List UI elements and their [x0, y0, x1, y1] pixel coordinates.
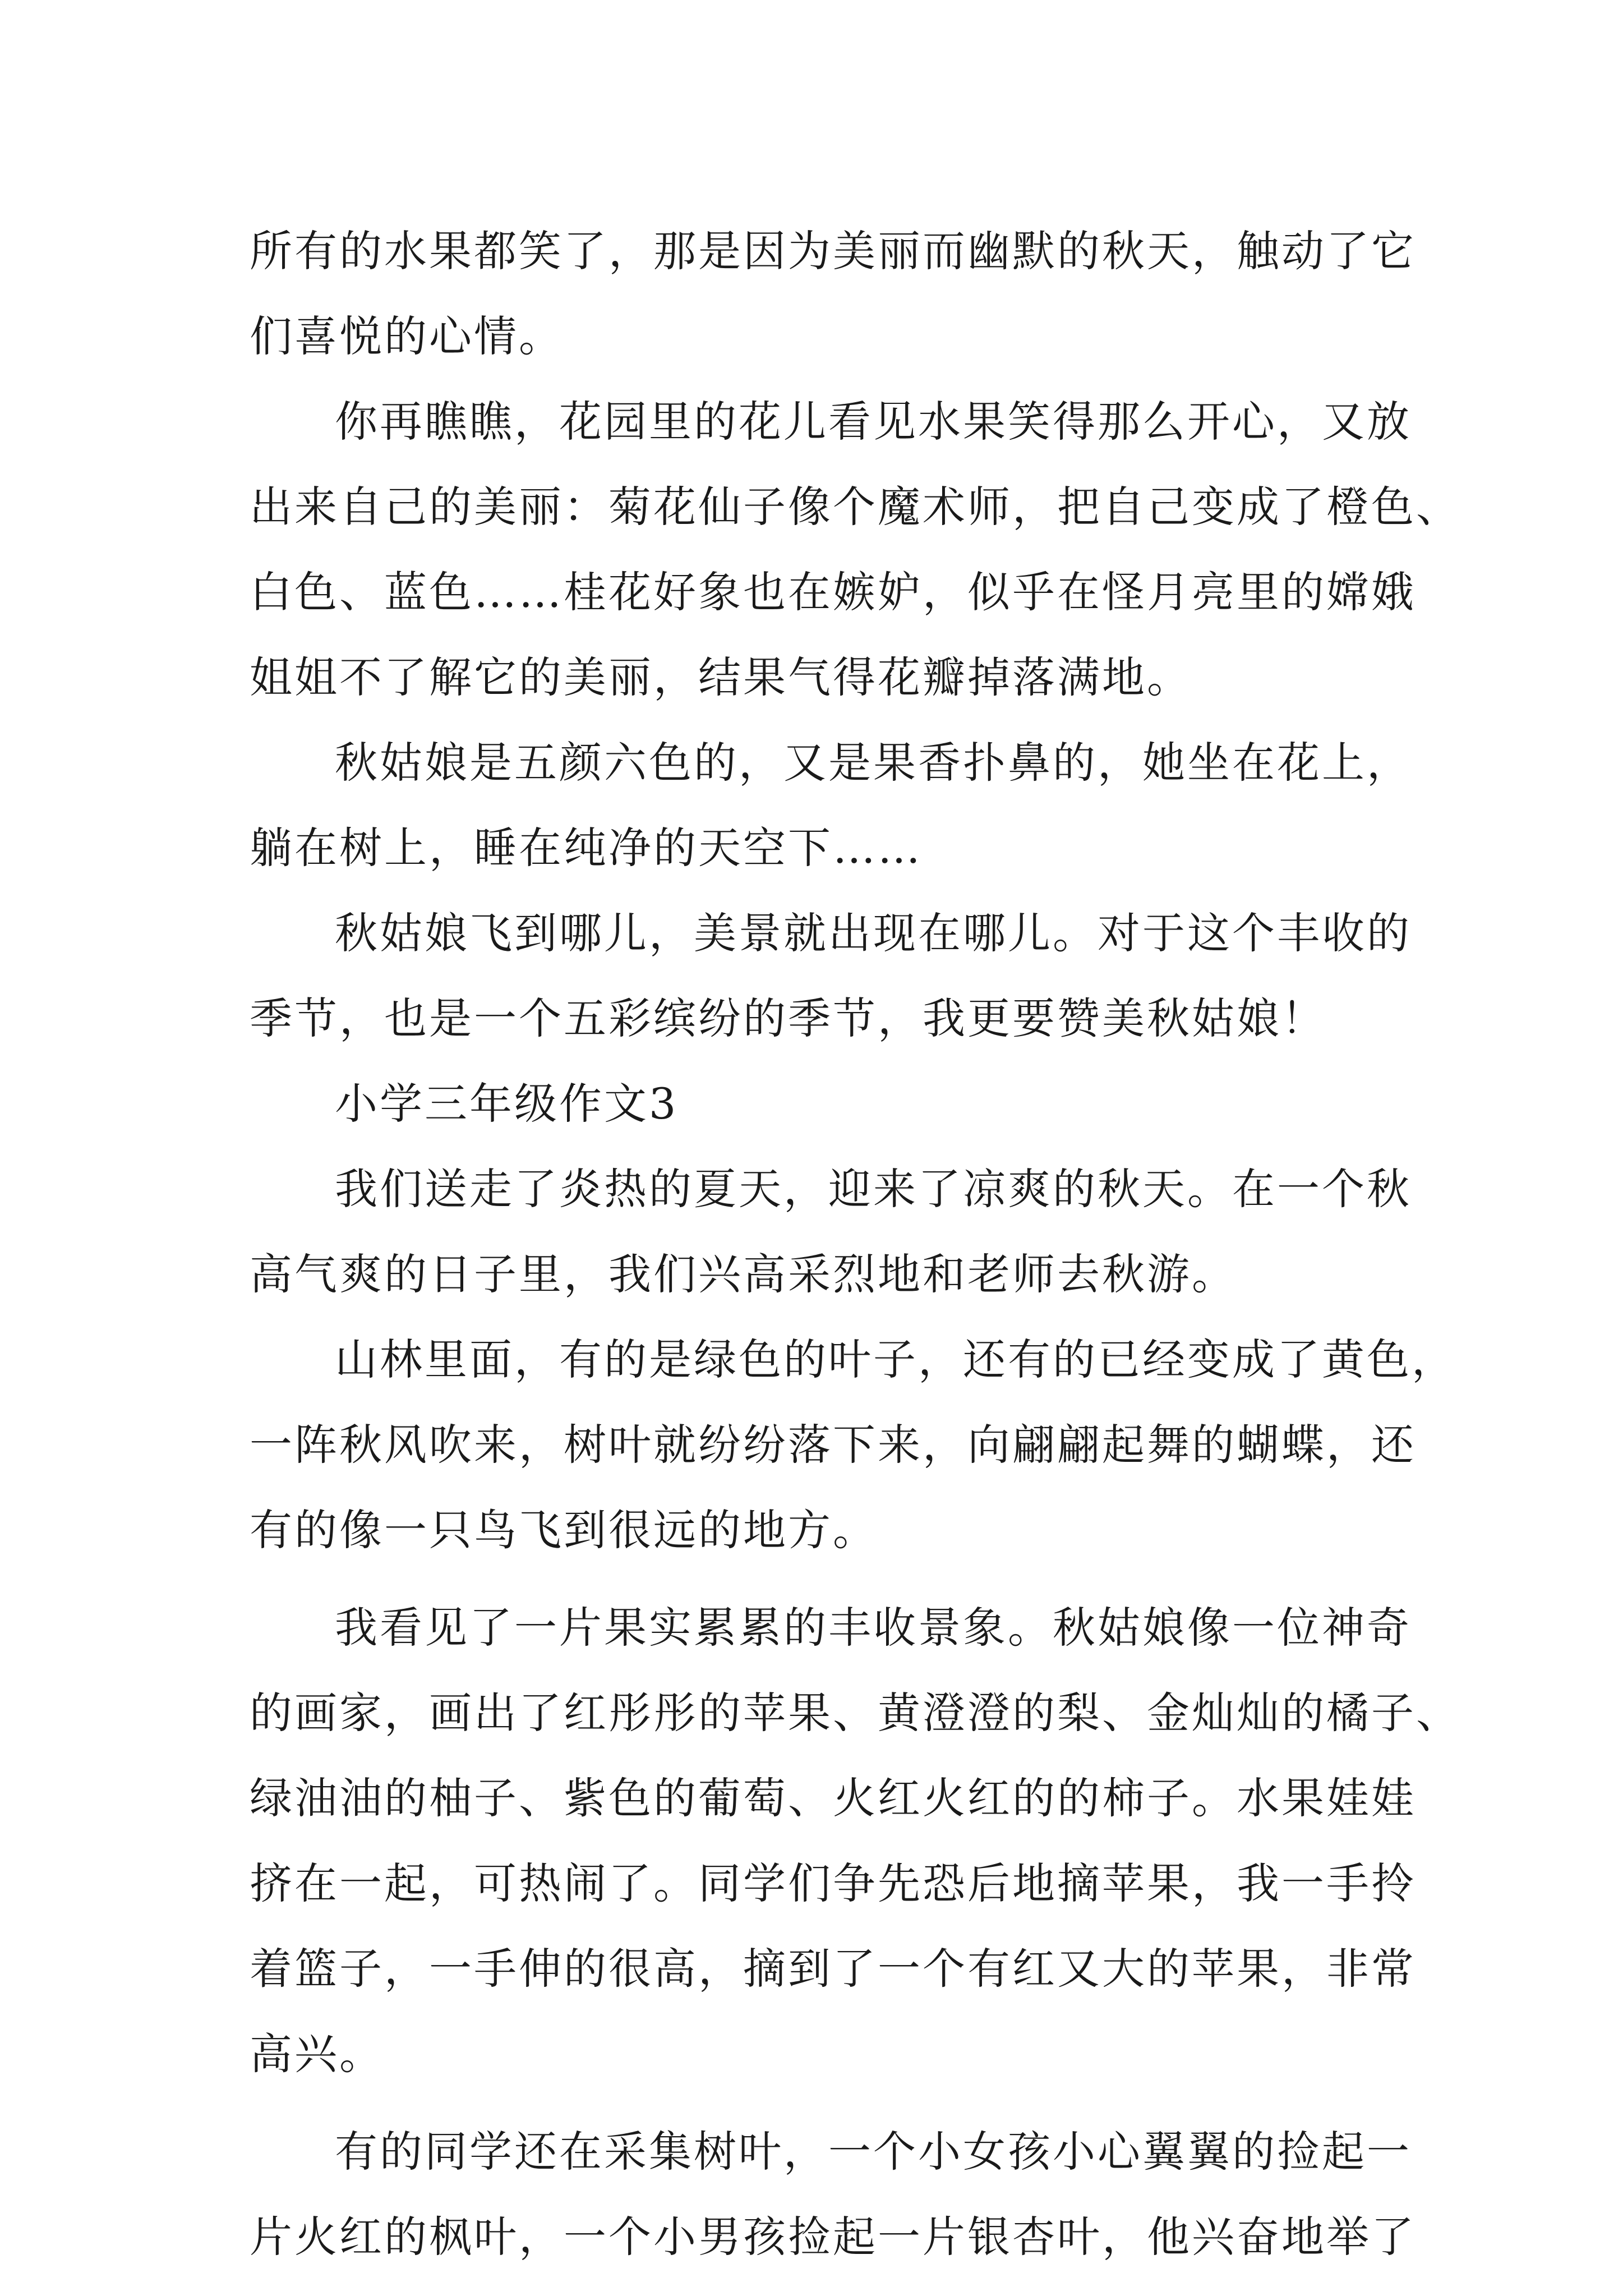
text-line: 你再瞧瞧，花园里的花儿看见水果笑得那么开心，又放 — [335, 397, 1412, 447]
text-line: 一阵秋风吹来，树叶就纷纷落下来，向翩翩起舞的蝴蝶，还 — [250, 1420, 1416, 1470]
text-line: 白色、蓝色……桂花好象也在嫉妒，似乎在怪月亮里的嫦娥 — [250, 567, 1416, 617]
text-line: 秋姑娘飞到哪儿，美景就出现在哪儿。对于这个丰收的 — [335, 908, 1412, 958]
text-line: 躺在树上，睡在纯净的天空下…… — [250, 823, 923, 873]
text-line: 所有的水果都笑了，那是因为美丽而幽默的秋天，触动了它 — [250, 226, 1416, 276]
text-line: 的画家，画出了红彤彤的苹果、黄澄澄的梨、金灿灿的橘子、 — [250, 1688, 1461, 1738]
text-line: 们喜悦的心情。 — [250, 311, 564, 361]
text-line: 季节，也是一个五彩缤纷的季节，我更要赞美秋姑娘！ — [250, 993, 1326, 1043]
text-line: 山林里面，有的是绿色的叶子，还有的已经变成了黄色， — [335, 1335, 1456, 1384]
text-line: 挤在一起，可热闹了。同学们争先恐后地摘苹果，我一手拎 — [250, 1858, 1416, 1908]
text-line: 着篮子，一手伸的很高，摘到了一个有红又大的苹果，非常 — [250, 1944, 1416, 1994]
text-line: 出来自己的美丽：菊花仙子像个魔术师，把自己变成了橙色、 — [250, 482, 1461, 532]
text-line: 姐姐不了解它的美丽，结果气得花瓣掉落满地。 — [250, 652, 1192, 702]
text-line: 有的像一只鸟飞到很远的地方。 — [250, 1505, 878, 1555]
paragraph-gap — [250, 2097, 1377, 2109]
paragraph-gap — [250, 1573, 1377, 1585]
text-line: 有的同学还在采集树叶，一个小女孩小心翼翼的捡起一 — [335, 2127, 1412, 2177]
text-line: 片火红的枫叶，一个小男孩捡起一片银杏叶，他兴奋地举了 — [250, 2212, 1416, 2262]
text-line: 秋姑娘是五颜六色的，又是果香扑鼻的，她坐在花上， — [335, 738, 1412, 788]
text-line: 绿油油的柚子、紫色的葡萄、火红火红的的柿子。水果娃娃 — [250, 1773, 1416, 1823]
text-line: 我看见了一片果实累累的丰收景象。秋姑娘像一位神奇 — [335, 1603, 1412, 1653]
text-line: 高气爽的日子里，我们兴高采烈地和老师去秋游。 — [250, 1249, 1237, 1299]
text-line: 我们送走了炎热的夏天，迎来了凉爽的秋天。在一个秋 — [335, 1164, 1412, 1214]
section-heading: 小学三年级作文3 — [335, 1079, 679, 1129]
document-body — [250, 209, 1461, 2280]
text-line: 高兴。 — [250, 2029, 384, 2079]
